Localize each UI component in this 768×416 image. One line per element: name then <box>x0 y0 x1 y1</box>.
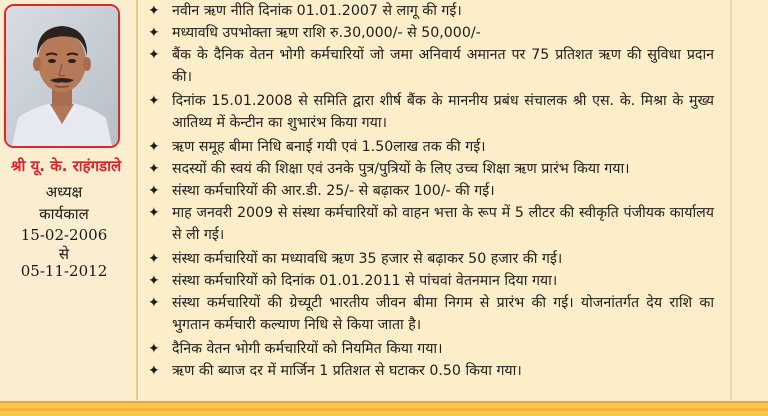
list-item: ✦ बैंक के दैनिक वेतन भोगी कर्मचारियों जो जमा अनिवार्य अमानत पर 75 प्रतिशत ऋण की सुविधा प्रदान की। <box>146 44 714 90</box>
bullet-star-icon: ✦ <box>148 295 160 311</box>
bullet-star-icon: ✦ <box>148 139 160 155</box>
list-item: ✦ नवीन ऋण नीति दिनांक 01.01.2007 से लागू की गई। <box>146 0 714 22</box>
achievements-list <box>146 0 714 382</box>
profile-panel <box>0 0 128 400</box>
list-item: ✦ ऋण समूह बीमा निधि बनाई गयी एवं 1.50लाख तक की गई। <box>146 136 714 158</box>
list-item: ✦ संस्था कर्मचारियों को दिनांक 01.01.2011 से पांचवां वेतनमान दिया गया। <box>146 270 714 292</box>
bullet-star-icon: ✦ <box>148 183 160 199</box>
list-item: ✦ मध्यावधि उपभोक्ता ऋण राशि रु.30,000/- से 50,000/- <box>146 22 714 44</box>
bullet-star-icon: ✦ <box>148 363 160 379</box>
footer-band-stripe <box>0 408 768 411</box>
profile-photo <box>4 4 120 148</box>
bullet-star-icon: ✦ <box>148 93 160 109</box>
bullet-star-icon: ✦ <box>148 205 160 221</box>
portrait-image <box>6 6 118 146</box>
bullet-star-icon: ✦ <box>148 47 160 63</box>
bullet-star-icon: ✦ <box>148 251 160 267</box>
bullet-star-icon: ✦ <box>148 273 160 289</box>
list-item: ✦ माह जनवरी 2009 से संस्था कर्मचारियों को वाहन भत्ता के रूप में 5 लीटर की स्वीकृति पंजीयक कार्यालय से ली गई। <box>146 202 714 248</box>
list-item: ✦ दिनांक 15.01.2008 से समिति द्वारा शीर्ष बैंक के माननीय प्रबंध संचालक श्री एस. के. मिश्रा के मुख्य आतिथ्य में केन्टीन का शुभारंभ किया गया। <box>146 90 714 136</box>
tenure-start-date: 15-02-2006 <box>20 226 108 244</box>
list-item: ✦ संस्था कर्मचारियों की आर.डी. 25/- से बढ़ाकर 100/- की गई। <box>146 180 714 202</box>
tenure-separator: से <box>58 245 70 263</box>
list-item: ✦ दैनिक वेतन भोगी कर्मचारियों को नियमित किया गया। <box>146 338 714 360</box>
list-item: ✦ संस्था कर्मचारियों का मध्यावधि ऋण 35 हजार से बढ़ाकर 50 हजार की गई। <box>146 248 714 270</box>
list-item: ✦ सदस्यों की स्वयं की शिक्षा एवं उनके पुत्र/पुत्रियों के लिए उच्च शिक्षा ऋण प्रारंभ किया गया। <box>146 158 714 180</box>
bullet-star-icon: ✦ <box>148 3 160 19</box>
bullet-star-icon: ✦ <box>148 341 160 357</box>
tenure-label: कार्यकाल <box>39 205 89 223</box>
column-divider <box>136 0 138 400</box>
profile-title: अध्यक्ष <box>45 183 83 201</box>
profile-name: श्री यू. के. राहंगडाले <box>10 157 122 175</box>
bullet-star-icon: ✦ <box>148 161 160 177</box>
bullet-star-icon: ✦ <box>148 25 160 41</box>
list-item: ✦ संस्था कर्मचारियों की ग्रेच्यूटी भारतीय जीवन बीमा निगम से प्रारंभ की गई। योजनांतर्गत देय राशि का भुगतान कर्मचारी कल्याण निधि से किया जाता है। <box>146 292 714 338</box>
right-border <box>730 0 732 400</box>
tenure-end-date: 05-11-2012 <box>20 262 108 280</box>
footer-band <box>0 401 768 416</box>
list-item: ✦ ऋण की ब्याज दर में मार्जिन 1 प्रतिशत से घटाकर 0.50 किया गया। <box>146 360 714 382</box>
